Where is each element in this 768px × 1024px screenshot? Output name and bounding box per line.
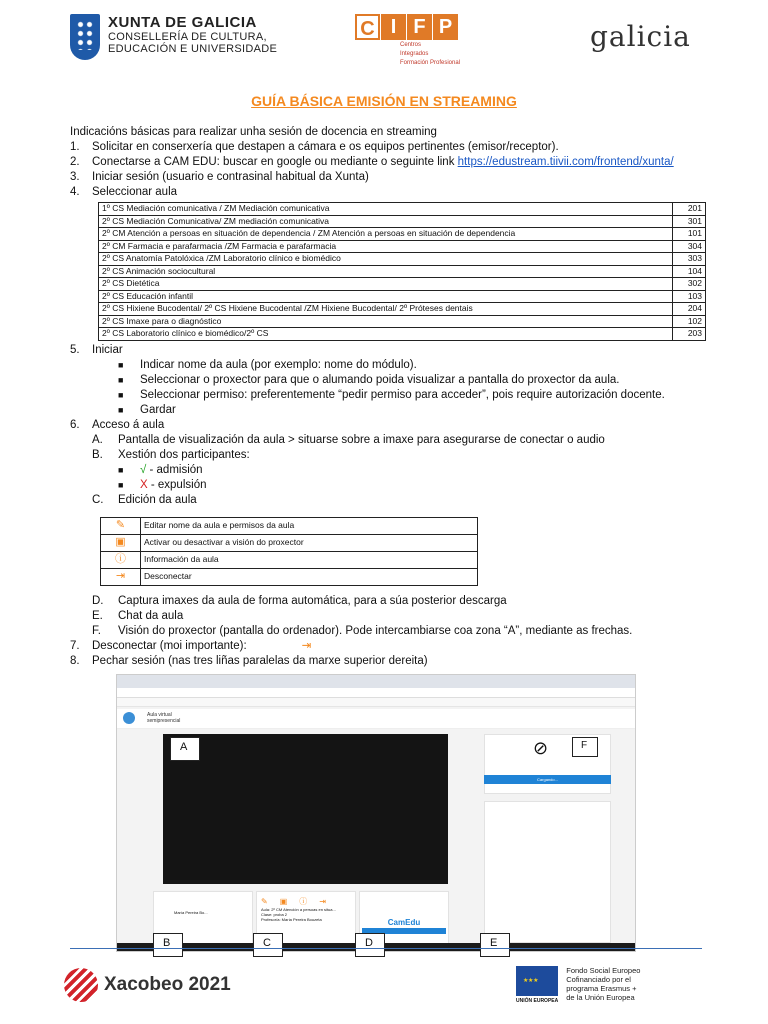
step-number: 4. (70, 186, 80, 198)
step-text: Pechar sesión (nas tres liñas paralelas da marxe superior dereita) (92, 654, 428, 667)
list-item-text: Indicar nome da aula (por exemplo: nome do módulo). (140, 358, 417, 371)
bullet-icon: ■ (118, 479, 124, 490)
check-icon: √ (140, 463, 147, 476)
aula-code: 204 (673, 303, 706, 316)
site-name-1: Aula virtual (147, 712, 172, 718)
aula-name: 2º CS Hixiene Bucodental/ 2º CS Hixiene Bucodental /ZM Hixiene Bucodental/ 2º Próteses dentais (99, 303, 673, 316)
table-row (99, 278, 706, 291)
page-header (0, 10, 768, 70)
aula-code: 103 (673, 290, 706, 303)
bullet-icon: ■ (118, 389, 124, 400)
aula-name: 2º CS Mediación Comunicativa/ ZM mediación comunicativa (99, 215, 673, 228)
item-text: Xestión dos participantes: (118, 448, 250, 461)
admision-text: - admisión (146, 463, 203, 476)
step-number: 7. (70, 639, 80, 652)
step-5 (70, 343, 710, 358)
item-letter: F. (92, 624, 101, 637)
step-number: 8. (70, 654, 80, 667)
aula-name: 2º CM Atención a persoas en situación de dependencia / ZM Atención a persoas en situación de dependencia (99, 228, 673, 241)
edit-row-text: Información da aula (141, 551, 478, 568)
item-text: Chat da aula (118, 609, 184, 622)
eu-caption: UNIÓN EUROPEA (516, 998, 559, 1004)
bullet-icon: ■ (118, 359, 124, 370)
step-number: 5. (70, 343, 80, 356)
edit-icons: ✎▣ⓘ⇥ (261, 897, 338, 906)
table-row (101, 551, 478, 568)
table-row (99, 315, 706, 328)
step-number: 6. (70, 418, 80, 431)
list-item (70, 358, 710, 373)
item-letter: E. (92, 609, 103, 622)
exit-icon: ⇥ (301, 639, 312, 652)
camedu-logo: CamEdu (387, 918, 421, 927)
list-item (70, 403, 710, 418)
step-text: Desconectar (moi importante): (92, 639, 247, 652)
label-d: D (355, 933, 385, 957)
bullet-icon: ■ (118, 464, 124, 475)
cifp-letter-c: C (355, 14, 380, 40)
item-letter: B. (92, 448, 103, 461)
acceso-item-a (70, 433, 710, 448)
step-text: Conectarse a CAM EDU: buscar en google ou mediante o seguinte link (92, 156, 458, 168)
site-name-2: semipresencial (147, 718, 181, 724)
aula-code: 203 (673, 328, 706, 341)
step-4 (70, 185, 710, 200)
label-f: F (572, 737, 598, 757)
clase-info: Clase: proba 2 (261, 912, 288, 917)
acceso-item-c (70, 493, 710, 508)
xunta-dept-line1: CONSELLERÍA DE CULTURA, (108, 31, 267, 43)
xunta-name: XUNTA DE GALICIA (108, 14, 257, 31)
chat-pane (484, 801, 611, 943)
fse-line3: programa Erasmus + (566, 984, 637, 993)
galicia-logo: galicia (590, 20, 691, 53)
aula-info: Aula: 2º CM Atención a persoas en situa... (261, 907, 336, 912)
step-7 (70, 639, 710, 654)
aulas-table (98, 202, 706, 341)
aula-code: 101 (673, 228, 706, 241)
table-row (99, 228, 706, 241)
step-2 (70, 155, 710, 170)
xunta-dept-line2: EDUCACIÓN E UNIVERSIDADE (108, 43, 278, 55)
list-item-text: Seleccionar o proxector para que o alumando poida visualizar a pantalla do proxector da aula. (140, 373, 620, 386)
cifp-letter-i: I (381, 14, 406, 40)
admision-item (70, 463, 710, 478)
acceso-item-b (70, 448, 710, 463)
edustream-link[interactable]: https://edustream.tiivii.com/frontend/xunta/ (457, 156, 674, 168)
step-text: Iniciar sesión (usuario e contrasinal habitual da Xunta) (92, 171, 369, 183)
bullet-icon: ■ (118, 374, 124, 385)
cifp-sub1: Centros (400, 42, 422, 48)
label-b: B (153, 933, 183, 957)
step-text: Seleccionar aula (92, 186, 178, 198)
aula-code: 303 (673, 253, 706, 266)
table-row (101, 534, 478, 551)
xunta-shield-icon (70, 14, 100, 60)
table-row (101, 568, 478, 585)
participant-name: María Pereira Bo... (174, 910, 208, 915)
xunta-logo (70, 14, 277, 60)
aula-code: 102 (673, 315, 706, 328)
aula-name: 2º CS Dietética (99, 278, 673, 291)
xacobeo-shell-icon (64, 968, 98, 1002)
xacobeo-logo (64, 968, 231, 1002)
table-row (99, 240, 706, 253)
table-row (99, 253, 706, 266)
step-text: Iniciar (92, 343, 123, 356)
fse-line4: de la Unión Europea (566, 993, 635, 1002)
cifp-logo (355, 14, 460, 67)
list-item-text: Gardar (140, 403, 176, 416)
site-logo-icon (123, 712, 135, 724)
browser-bookmarks-bar (117, 698, 635, 707)
step-3 (70, 170, 710, 185)
cast-icon: ▣ (101, 534, 141, 551)
page-title: GUÍA BÁSICA EMISIÓN EN STREAMING (251, 93, 517, 109)
table-row (99, 265, 706, 278)
x-icon: X (140, 478, 148, 491)
eu-logo (516, 966, 640, 1004)
footer-divider (70, 948, 702, 949)
table-row (101, 517, 478, 534)
list-item (70, 388, 710, 403)
aula-code: 301 (673, 215, 706, 228)
step-number: 2. (70, 156, 80, 168)
acceso-item-f (70, 624, 710, 639)
loading-bar: Cargando... (484, 775, 611, 784)
aula-code: 104 (673, 265, 706, 278)
edit-row-text: Editar nome da aula e permisos da aula (141, 517, 478, 534)
table-row (99, 203, 706, 216)
aula-name: 2º CS Educación infantil (99, 290, 673, 303)
table-row (99, 215, 706, 228)
aula-name: 2º CS Imaxe para o diagnóstico (99, 315, 673, 328)
aula-name: 2º CS Animación sociocultural (99, 265, 673, 278)
item-text: Edición da aula (118, 493, 197, 506)
cifp-letter-f: F (407, 14, 432, 40)
step-8 (70, 654, 710, 669)
item-text: Captura imaxes da aula de forma automática, para a súa posterior descarga (118, 594, 507, 607)
fse-line1: Fondo Social Europeo (566, 966, 641, 975)
no-projector-icon: ⊘ (533, 738, 563, 762)
step-text: Acceso á aula (92, 418, 165, 431)
item-letter: A. (92, 433, 103, 446)
expulsion-item (70, 478, 710, 493)
label-e: E (480, 933, 510, 957)
eu-flag-icon (516, 966, 558, 996)
expulsion-text: - expulsión (147, 478, 207, 491)
browser-urlbar (117, 688, 635, 698)
cifp-sub2: Integrados (400, 51, 429, 57)
browser-tabbar (117, 675, 635, 688)
item-letter: C. (92, 493, 104, 506)
list-item (70, 373, 710, 388)
label-c: C (253, 933, 283, 957)
table-row (99, 328, 706, 341)
info-icon: ⓘ (101, 551, 141, 568)
aula-code: 304 (673, 240, 706, 253)
item-text: Pantalla de visualización da aula > situarse sobre a imaxe para asegurarse de conectar o audio (118, 433, 605, 446)
acceso-item-e (70, 609, 710, 624)
cifp-letter-p: P (433, 14, 458, 40)
step-6 (70, 418, 710, 433)
aula-name: 2º CS Anatomía Patolóxica /ZM Laboratorio clínico e biomédico (99, 253, 673, 266)
aula-code: 201 (673, 203, 706, 216)
item-text: Visión do proxector (pantalla do ordenador). Pode intercambiarse coa zona “A”, mediante as frechas. (118, 624, 633, 637)
step-1 (70, 140, 710, 155)
item-letter: D. (92, 594, 104, 607)
cifp-sub3: Formación Profesional (400, 60, 461, 66)
edit-table (100, 517, 478, 586)
prof-info: Profesor/a: María Pereira Bouzeta (261, 917, 322, 922)
document-body (70, 125, 710, 669)
edit-row-text: Desconectar (141, 568, 478, 585)
step-number: 3. (70, 171, 80, 183)
classroom-video (163, 734, 448, 884)
fse-line2: Cofinanciado por el (566, 975, 631, 984)
site-header (117, 709, 635, 729)
edit-row-text: Activar ou desactivar a visión do proxector (141, 534, 478, 551)
intro-text: Indicacións básicas para realizar unha sesión de docencia en streaming (70, 126, 437, 138)
acceso-item-d (70, 594, 710, 609)
aula-name: 2º CM Farmacia e parafarmacia /ZM Farmacia e parafarmacia (99, 240, 673, 253)
aula-name: 1º CS Mediación comunicativa / ZM Mediación comunicativa (99, 203, 673, 216)
table-row (99, 290, 706, 303)
table-row (99, 303, 706, 316)
step-number: 1. (70, 141, 80, 153)
aula-code: 302 (673, 278, 706, 291)
camedu-screenshot (116, 674, 636, 952)
list-item-text: Seleccionar permiso: preferentemente “pedir permiso para acceder”, pois require autorización docente. (140, 388, 665, 401)
bullet-icon: ■ (118, 404, 124, 415)
exit-icon: ⇥ (101, 568, 141, 585)
xacobeo-text: Xacobeo 2021 (104, 974, 231, 995)
aula-name: 2º CS Laboratorio clínico e biomédico/2º CS (99, 328, 673, 341)
step-text: Solicitar en conserxería que destapen a cámara e os equipos pertinentes (emisor/receptor). (92, 141, 559, 153)
label-a: A (170, 737, 200, 761)
pencil-icon: ✎ (101, 517, 141, 534)
